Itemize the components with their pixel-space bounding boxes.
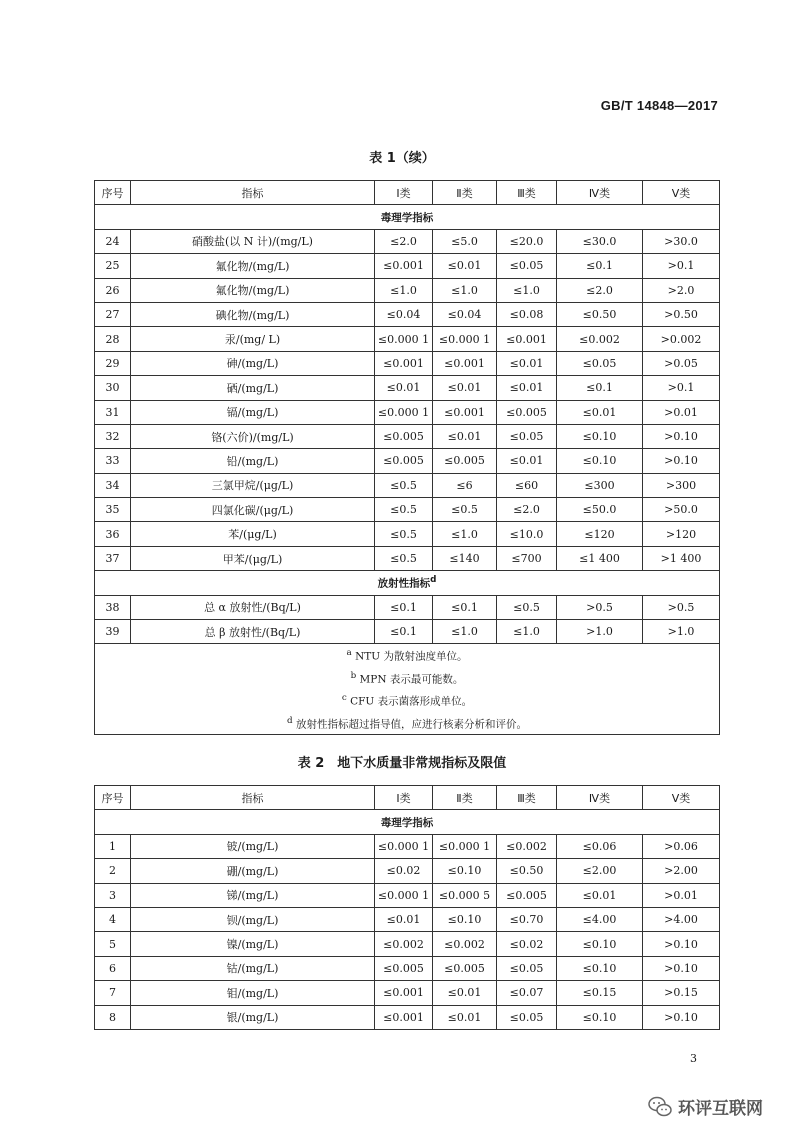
- limit-value: ≤0.005: [433, 449, 497, 473]
- limit-value: ≤60: [497, 473, 557, 497]
- table-row: [95, 229, 720, 253]
- wechat-icon: [648, 1096, 672, 1118]
- limit-value: ≤0.1: [557, 376, 643, 400]
- limit-value: ≤0.001: [433, 400, 497, 424]
- indicator-name: 汞/(mg/ L): [131, 327, 375, 351]
- limit-value: ≤1.0: [433, 620, 497, 644]
- indicator-name: 钼/(mg/L): [131, 981, 375, 1005]
- table-row: [95, 522, 720, 546]
- limit-value: ≤0.01: [557, 400, 643, 424]
- footnote-mark: d: [430, 575, 437, 586]
- limit-value: ≤0.04: [433, 302, 497, 326]
- footnote: [95, 689, 719, 712]
- indicator-name: 三氯甲烷/(μg/L): [131, 473, 375, 497]
- limit-value: ≤0.5: [375, 546, 433, 570]
- section-title: [95, 571, 720, 595]
- notes-row: [95, 644, 720, 735]
- table-row: [95, 327, 720, 351]
- table-row: [95, 595, 720, 619]
- row-number: 38: [95, 595, 131, 619]
- limit-value: ≤0.002: [375, 932, 433, 956]
- limit-value: ≤0.5: [375, 522, 433, 546]
- row-number: 37: [95, 546, 131, 570]
- column-header: Ⅴ类: [643, 181, 720, 205]
- table2-title: 表 2 地下水质量非常规指标及限值: [297, 756, 507, 771]
- column-header: Ⅰ类: [375, 181, 433, 205]
- table1-header-row: [95, 181, 720, 205]
- limit-value: >50.0: [643, 498, 720, 522]
- limit-value: ≤50.0: [557, 498, 643, 522]
- indicator-name: 硼/(mg/L): [131, 859, 375, 883]
- row-number: 24: [95, 229, 131, 253]
- limit-value: ≤0.005: [375, 424, 433, 448]
- table1-title: 表 1（续）: [369, 151, 435, 166]
- limit-value: ≤0.01: [497, 376, 557, 400]
- footnote-mark: c: [341, 693, 347, 704]
- indicator-name: 锑/(mg/L): [131, 883, 375, 907]
- limit-value: ≤120: [557, 522, 643, 546]
- limit-value: ≤0.50: [497, 859, 557, 883]
- row-number: 36: [95, 522, 131, 546]
- section-title-text: 毒理学指标: [380, 211, 434, 224]
- indicator-name: 苯/(μg/L): [131, 522, 375, 546]
- limit-value: ≤0.01: [497, 351, 557, 375]
- limit-value: ≤0.001: [375, 254, 433, 278]
- limit-value: ≤1.0: [497, 620, 557, 644]
- limit-value: ≤5.0: [433, 229, 497, 253]
- limit-value: ≤0.5: [375, 498, 433, 522]
- table-row: [95, 449, 720, 473]
- limit-value: >30.0: [643, 229, 720, 253]
- limit-value: ≤0.02: [375, 859, 433, 883]
- limit-value: ≤0.07: [497, 981, 557, 1005]
- limit-value: ≤0.10: [557, 424, 643, 448]
- limit-value: ≤0.005: [375, 956, 433, 980]
- table-row: [95, 302, 720, 326]
- limit-value: >1 400: [643, 546, 720, 570]
- section-row: [95, 571, 720, 595]
- section-title-text: 放射性指标: [377, 577, 431, 590]
- limit-value: ≤0.05: [497, 1005, 557, 1029]
- indicator-name: 铬(六价)/(mg/L): [131, 424, 375, 448]
- footnote-text: NTU 为散射浊度单位。: [355, 650, 468, 663]
- limit-value: ≤1.0: [433, 278, 497, 302]
- row-number: 4: [95, 907, 131, 931]
- limit-value: ≤0.02: [497, 932, 557, 956]
- footnote-text: CFU 表示菌落形成单位。: [350, 695, 473, 708]
- footnote: [95, 667, 719, 690]
- limit-value: ≤0.1: [433, 595, 497, 619]
- limit-value: >1.0: [557, 620, 643, 644]
- indicator-name: 氟化物/(mg/L): [131, 254, 375, 278]
- limit-value: >0.05: [643, 351, 720, 375]
- limit-value: ≤0.000 1: [433, 834, 497, 858]
- table-row: [95, 400, 720, 424]
- limit-value: ≤0.05: [557, 351, 643, 375]
- section-title: [95, 205, 720, 229]
- limit-value: >0.01: [643, 400, 720, 424]
- limit-value: ≤2.0: [497, 498, 557, 522]
- column-header: 序号: [95, 786, 131, 810]
- table1: [94, 180, 720, 735]
- row-number: 30: [95, 376, 131, 400]
- column-header: 序号: [95, 181, 131, 205]
- notes-cell: [95, 644, 720, 735]
- row-number: 29: [95, 351, 131, 375]
- limit-value: >2.00: [643, 859, 720, 883]
- footnote: [95, 712, 719, 735]
- limit-value: ≤0.000 1: [433, 327, 497, 351]
- indicator-name: 四氯化碳/(μg/L): [131, 498, 375, 522]
- table-row: [95, 883, 720, 907]
- limit-value: ≤20.0: [497, 229, 557, 253]
- table1-body: [95, 205, 720, 735]
- section-row: [95, 205, 720, 229]
- limit-value: ≤0.005: [497, 883, 557, 907]
- indicator-name: 铅/(mg/L): [131, 449, 375, 473]
- limit-value: ≤0.5: [375, 473, 433, 497]
- limit-value: ≤0.70: [497, 907, 557, 931]
- indicator-name: 硒/(mg/L): [131, 376, 375, 400]
- limit-value: ≤0.5: [497, 595, 557, 619]
- indicator-name: 氟化物/(mg/L): [131, 278, 375, 302]
- limit-value: >1.0: [643, 620, 720, 644]
- limit-value: ≤0.01: [433, 376, 497, 400]
- limit-value: ≤2.0: [557, 278, 643, 302]
- row-number: 5: [95, 932, 131, 956]
- row-number: 28: [95, 327, 131, 351]
- footnote-mark: b: [350, 670, 357, 681]
- indicator-name: 钴/(mg/L): [131, 956, 375, 980]
- limit-value: ≤0.001: [375, 351, 433, 375]
- row-number: 26: [95, 278, 131, 302]
- limit-value: ≤0.002: [497, 834, 557, 858]
- row-number: 33: [95, 449, 131, 473]
- limit-value: ≤0.001: [375, 981, 433, 1005]
- limit-value: ≤0.5: [433, 498, 497, 522]
- limit-value: ≤1.0: [433, 522, 497, 546]
- limit-value: ≤0.000 5: [433, 883, 497, 907]
- limit-value: ≤4.00: [557, 907, 643, 931]
- table-row: [95, 620, 720, 644]
- limit-value: ≤0.000 1: [375, 883, 433, 907]
- limit-value: >4.00: [643, 907, 720, 931]
- limit-value: ≤0.04: [375, 302, 433, 326]
- limit-value: >0.5: [643, 595, 720, 619]
- indicator-name: 砷/(mg/L): [131, 351, 375, 375]
- limit-value: ≤0.005: [497, 400, 557, 424]
- limit-value: ≤0.01: [433, 1005, 497, 1029]
- indicator-name: 银/(mg/L): [131, 1005, 375, 1029]
- limit-value: ≤0.000 1: [375, 327, 433, 351]
- limit-value: >0.15: [643, 981, 720, 1005]
- limit-value: ≤0.001: [497, 327, 557, 351]
- limit-value: >300: [643, 473, 720, 497]
- indicator-name: 总 α 放射性/(Bq/L): [131, 595, 375, 619]
- row-number: 7: [95, 981, 131, 1005]
- row-number: 6: [95, 956, 131, 980]
- column-header: 指标: [131, 181, 375, 205]
- limit-value: >0.1: [643, 376, 720, 400]
- limit-value: ≤0.05: [497, 956, 557, 980]
- limit-value: ≤0.1: [375, 620, 433, 644]
- limit-value: ≤0.001: [375, 1005, 433, 1029]
- watermark-text: 环评互联网: [678, 1099, 763, 1119]
- limit-value: ≤300: [557, 473, 643, 497]
- standard-code: GB/T 14848—2017: [600, 98, 718, 113]
- footnote-mark: a: [346, 648, 352, 659]
- column-header: Ⅳ类: [557, 181, 643, 205]
- table2-body: [95, 810, 720, 1030]
- limit-value: ≤0.10: [433, 859, 497, 883]
- column-header: Ⅲ类: [497, 786, 557, 810]
- limit-value: ≤0.01: [433, 254, 497, 278]
- column-header: Ⅱ类: [433, 786, 497, 810]
- limit-value: ≤0.10: [557, 956, 643, 980]
- table-row: [95, 498, 720, 522]
- row-number: 34: [95, 473, 131, 497]
- limit-value: ≤10.0: [497, 522, 557, 546]
- limit-value: ≤140: [433, 546, 497, 570]
- table-row: [95, 473, 720, 497]
- row-number: 2: [95, 859, 131, 883]
- column-header: Ⅴ类: [643, 786, 720, 810]
- row-number: 3: [95, 883, 131, 907]
- table-row: [95, 932, 720, 956]
- limit-value: >0.50: [643, 302, 720, 326]
- footnote-mark: d: [287, 715, 293, 726]
- limit-value: >0.10: [643, 449, 720, 473]
- limit-value: >2.0: [643, 278, 720, 302]
- limit-value: >0.10: [643, 956, 720, 980]
- indicator-name: 总 β 放射性/(Bq/L): [131, 620, 375, 644]
- row-number: 35: [95, 498, 131, 522]
- indicator-name: 钡/(mg/L): [131, 907, 375, 931]
- section-row: [95, 810, 720, 834]
- limit-value: ≤0.000 1: [375, 834, 433, 858]
- limit-value: ≤0.01: [375, 376, 433, 400]
- limit-value: ≤0.08: [497, 302, 557, 326]
- limit-value: ≤0.01: [375, 907, 433, 931]
- limit-value: ≤0.002: [433, 932, 497, 956]
- column-header: Ⅰ类: [375, 786, 433, 810]
- row-number: 1: [95, 834, 131, 858]
- watermark: [648, 1094, 763, 1119]
- limit-value: ≤2.00: [557, 859, 643, 883]
- row-number: 32: [95, 424, 131, 448]
- limit-value: ≤1 400: [557, 546, 643, 570]
- column-header: 指标: [131, 786, 375, 810]
- column-header: Ⅲ类: [497, 181, 557, 205]
- table-row: [95, 907, 720, 931]
- limit-value: >0.5: [557, 595, 643, 619]
- limit-value: >0.002: [643, 327, 720, 351]
- limit-value: ≤0.10: [557, 1005, 643, 1029]
- indicator-name: 甲苯/(μg/L): [131, 546, 375, 570]
- table2: [94, 785, 720, 1030]
- footnote-text: MPN 表示最可能数。: [359, 673, 464, 686]
- indicator-name: 镉/(mg/L): [131, 400, 375, 424]
- table-row: [95, 859, 720, 883]
- limit-value: ≤1.0: [375, 278, 433, 302]
- limit-value: ≤0.05: [497, 254, 557, 278]
- column-header: Ⅱ类: [433, 181, 497, 205]
- table-row: [95, 834, 720, 858]
- table-row: [95, 424, 720, 448]
- table-row: [95, 351, 720, 375]
- page-number: 3: [690, 1052, 697, 1065]
- footnote-text: 放射性指标超过指导值，应进行核素分析和评价。: [295, 718, 527, 731]
- limit-value: ≤30.0: [557, 229, 643, 253]
- limit-value: ≤0.002: [557, 327, 643, 351]
- table-row: [95, 376, 720, 400]
- limit-value: >0.10: [643, 1005, 720, 1029]
- limit-value: ≤1.0: [497, 278, 557, 302]
- limit-value: ≤0.000 1: [375, 400, 433, 424]
- row-number: 39: [95, 620, 131, 644]
- limit-value: ≤0.50: [557, 302, 643, 326]
- table-row: [95, 546, 720, 570]
- limit-value: ≤0.06: [557, 834, 643, 858]
- limit-value: >0.10: [643, 932, 720, 956]
- table-row: [95, 278, 720, 302]
- limit-value: ≤0.005: [375, 449, 433, 473]
- limit-value: >120: [643, 522, 720, 546]
- limit-value: ≤0.005: [433, 956, 497, 980]
- row-number: 31: [95, 400, 131, 424]
- limit-value: ≤0.01: [433, 424, 497, 448]
- indicator-name: 碘化物/(mg/L): [131, 302, 375, 326]
- limit-value: ≤6: [433, 473, 497, 497]
- limit-value: ≤0.01: [557, 883, 643, 907]
- footnote: [95, 644, 719, 667]
- table2-header-row: [95, 786, 720, 810]
- limit-value: >0.1: [643, 254, 720, 278]
- row-number: 8: [95, 1005, 131, 1029]
- limit-value: ≤0.10: [557, 449, 643, 473]
- limit-value: >0.06: [643, 834, 720, 858]
- limit-value: ≤0.1: [557, 254, 643, 278]
- column-header: Ⅳ类: [557, 786, 643, 810]
- row-number: 25: [95, 254, 131, 278]
- table-row: [95, 981, 720, 1005]
- indicator-name: 硝酸盐(以 N 计)/(mg/L): [131, 229, 375, 253]
- indicator-name: 镍/(mg/L): [131, 932, 375, 956]
- limit-value: ≤700: [497, 546, 557, 570]
- table-row: [95, 254, 720, 278]
- limit-value: ≤0.10: [433, 907, 497, 931]
- table-row: [95, 956, 720, 980]
- limit-value: >0.10: [643, 424, 720, 448]
- limit-value: >0.01: [643, 883, 720, 907]
- limit-value: ≤0.10: [557, 932, 643, 956]
- limit-value: ≤0.1: [375, 595, 433, 619]
- limit-value: ≤0.001: [433, 351, 497, 375]
- limit-value: ≤0.05: [497, 424, 557, 448]
- table-row: [95, 1005, 720, 1029]
- indicator-name: 铍/(mg/L): [131, 834, 375, 858]
- limit-value: ≤0.01: [497, 449, 557, 473]
- limit-value: ≤0.01: [433, 981, 497, 1005]
- section-title-text: 毒理学指标: [380, 816, 434, 829]
- row-number: 27: [95, 302, 131, 326]
- section-title: [95, 810, 720, 834]
- limit-value: ≤2.0: [375, 229, 433, 253]
- limit-value: ≤0.15: [557, 981, 643, 1005]
